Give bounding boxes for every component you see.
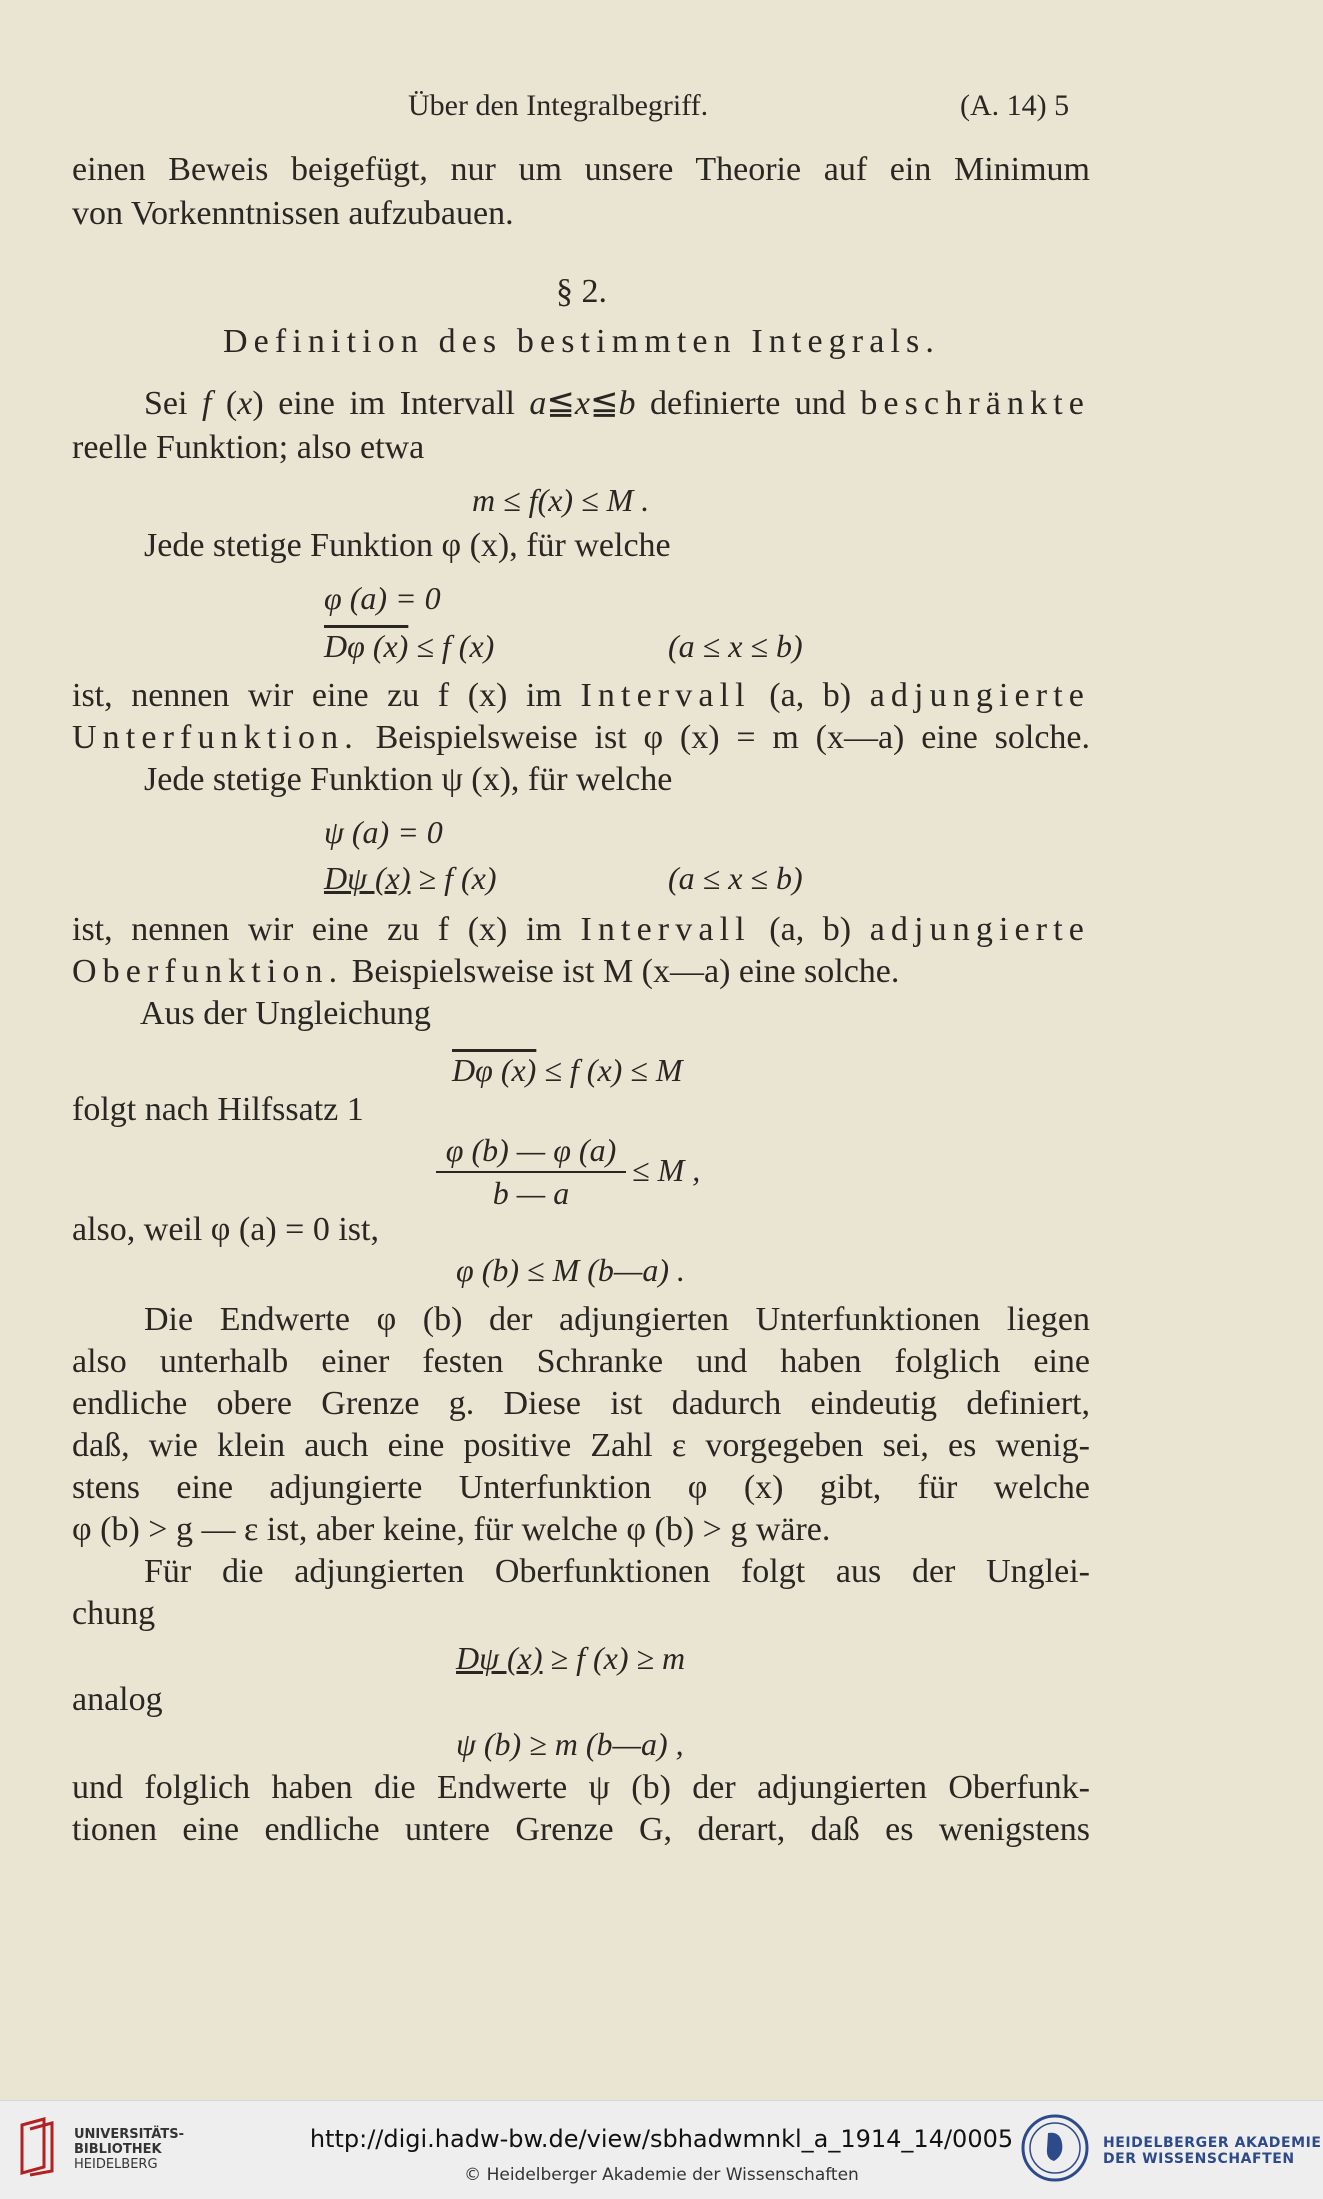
formula: Dφ (x) ≤ f (x) ≤ M (452, 1052, 683, 1088)
text-line: Die Endwerte φ (b) der adjungierten Unterfunktionen liegen (144, 1301, 1090, 1338)
text-line: reelle Funktion; also etwa (72, 429, 425, 466)
text-line: Oberfunktion. Beispielsweise ist M (x—a) eine solche. (72, 953, 900, 990)
academy-seal-icon (1020, 2113, 1090, 2183)
fraction-denominator: b — a (492, 1175, 570, 1211)
text-line: analog (72, 1681, 163, 1718)
text-line: und folglich haben die Endwerte ψ (b) der adjungierten Oberfunk- (72, 1769, 1090, 1806)
formula: Dψ (x) ≥ f (x) (324, 860, 497, 896)
text-line: ist, nennen wir eine zu f (x) im Intervall (a, b) adjungierte (72, 677, 1090, 714)
formula: ψ (a) = 0 (324, 814, 443, 850)
formula: φ (b) ≤ M (b—a) . (456, 1252, 685, 1288)
university-library-name: UNIVERSITÄTS- BIBLIOTHEK HEIDELBERG (74, 2127, 184, 2172)
running-head-title: Über den Integralbegriff. (408, 89, 709, 122)
text-line: von Vorkenntnissen aufzubauen. (72, 195, 514, 232)
formula: φ (a) = 0 (324, 580, 441, 616)
formula-condition: (a ≤ x ≤ b) (668, 628, 803, 664)
text-line: Aus der Ungleichung (140, 995, 431, 1032)
academy-name: HEIDELBERGER AKADEMIE DER WISSENSCHAFTEN (1103, 2135, 1322, 2167)
section-number: § 2. (556, 273, 607, 310)
fraction (436, 1132, 626, 1212)
formula-condition: (a ≤ x ≤ b) (668, 860, 803, 896)
viewer-footer (0, 2100, 1323, 2199)
text-line: chung (72, 1595, 156, 1632)
text-line: Für die adjungierten Oberfunktionen folgt aus der Unglei- (144, 1553, 1090, 1590)
formula: Dφ (x) ≤ f (x) (324, 628, 495, 664)
text-line: Sei f (x) eine im Intervall a≦x≦b definierte und beschränkte (144, 385, 1090, 422)
text-line: Unterfunktion. Beispielsweise ist φ (x) = m (x—a) eine solche. (72, 719, 1090, 756)
formula: m ≤ f(x) ≤ M . (472, 482, 650, 518)
text-line: einen Beweis beigefügt, nur um unsere Theorie auf ein Minimum (72, 151, 1090, 188)
copyright-notice: © Heidelberger Akademie der Wissenschaften (464, 2165, 859, 2185)
text-line: ist, nennen wir eine zu f (x) im Intervall (a, b) adjungierte (72, 911, 1090, 948)
fraction-numerator: φ (b) — φ (a) (436, 1132, 626, 1173)
permalink-url[interactable]: http://digi.hadw-bw.de/view/sbhadwmnkl_a_1914_14/0005 (309, 2125, 1014, 2153)
text-line: folgt nach Hilfssatz 1 (72, 1091, 364, 1128)
text-line: tionen eine endliche untere Grenze G, derart, daß es wenigstens (72, 1811, 1090, 1848)
text-line: daß, wie klein auch eine positive Zahl ε vorgegeben sei, es wenig- (72, 1427, 1090, 1464)
section-title: Definition des bestimmten Integrals. (223, 323, 940, 360)
text-line: also, weil φ (a) = 0 ist, (72, 1211, 379, 1248)
text-line: also unterhalb einer festen Schranke und haben folglich eine (72, 1343, 1090, 1380)
formula: ψ (b) ≥ m (b—a) , (456, 1726, 684, 1762)
text-line: stens eine adjungierte Unterfunktion φ (x) gibt, für welche (72, 1469, 1090, 1506)
formula: Dψ (x) ≥ f (x) ≥ m (456, 1640, 686, 1676)
running-head-page-ref: (A. 14) 5 (960, 89, 1070, 122)
formula: ≤ M , (632, 1152, 701, 1188)
text-line: Jede stetige Funktion φ (x), für welche (144, 527, 671, 564)
text-line: φ (b) > g — ε ist, aber keine, für welche φ (b) > g wäre. (72, 1511, 831, 1548)
text-line: Jede stetige Funktion ψ (x), für welche (144, 761, 673, 798)
text-line: endliche obere Grenze g. Diese ist dadurch eindeutig definiert, (72, 1385, 1090, 1422)
